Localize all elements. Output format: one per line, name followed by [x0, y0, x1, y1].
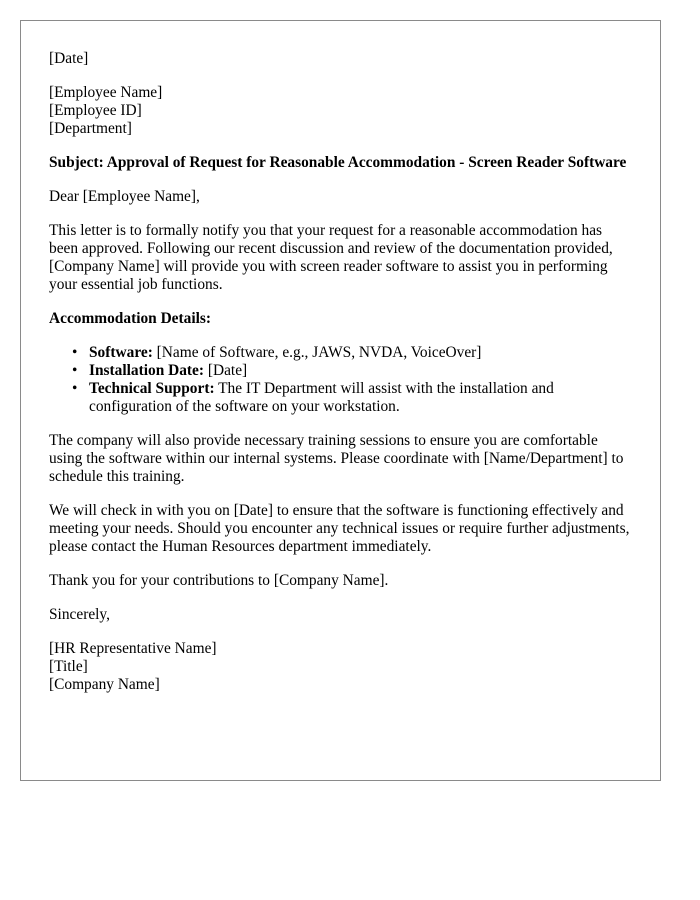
list-item-installation-date — [72, 362, 632, 380]
letter-document — [20, 20, 661, 781]
bullet-icon: • — [72, 380, 78, 397]
detail-label: Software: — [89, 344, 153, 361]
bullet-icon: • — [72, 344, 78, 361]
details-heading: Accommodation Details: — [49, 310, 211, 327]
department: [Department] — [49, 120, 132, 137]
list-item-software — [72, 344, 632, 362]
detail-label: Installation Date: — [89, 362, 205, 379]
detail-text: [Name of Software, e.g., JAWS, NVDA, VoiceOver] — [152, 344, 482, 361]
thanks-paragraph: Thank you for your contributions to [Company Name]. — [49, 572, 389, 589]
signer-company: [Company Name] — [49, 676, 160, 693]
list-item-technical-support — [72, 380, 632, 416]
followup-paragraph: We will check in with you on [Date] to ensure that the software is functioning effectively and meeting your needs. Should you encounter any technical issues or require further adjustments, please contact the Human Resources department immediately. — [49, 502, 630, 555]
signer-title: [Title] — [49, 658, 88, 675]
signature-block — [49, 640, 632, 694]
detail-text: [Date] — [204, 362, 248, 379]
letter-date: [Date] — [49, 50, 89, 67]
closing: Sincerely, — [49, 606, 110, 623]
recipient-block — [49, 84, 632, 138]
employee-id: [Employee ID] — [49, 102, 142, 119]
bullet-icon: • — [72, 362, 78, 379]
signer-name: [HR Representative Name] — [49, 640, 217, 657]
detail-label: Technical Support: — [89, 380, 215, 397]
subject-line: Subject: Approval of Request for Reasonable Accommodation - Screen Reader Software — [49, 154, 627, 171]
employee-name: [Employee Name] — [49, 84, 163, 101]
details-list — [49, 344, 632, 416]
salutation: Dear [Employee Name], — [49, 188, 200, 205]
intro-paragraph: This letter is to formally notify you that your request for a reasonable accommodation has been approved. Following our recent discussion and review of the documentation provided, [Company Name] will provide you with screen reader software to assist you in performing your essential job functions. — [49, 222, 613, 293]
detail-text: The IT Department will assist with the installation and configuration of the software on your workstation. — [89, 380, 554, 415]
training-paragraph: The company will also provide necessary training sessions to ensure you are comfortable using the software within our internal systems. Please coordinate with [Name/Department] to schedule this training. — [49, 432, 624, 485]
